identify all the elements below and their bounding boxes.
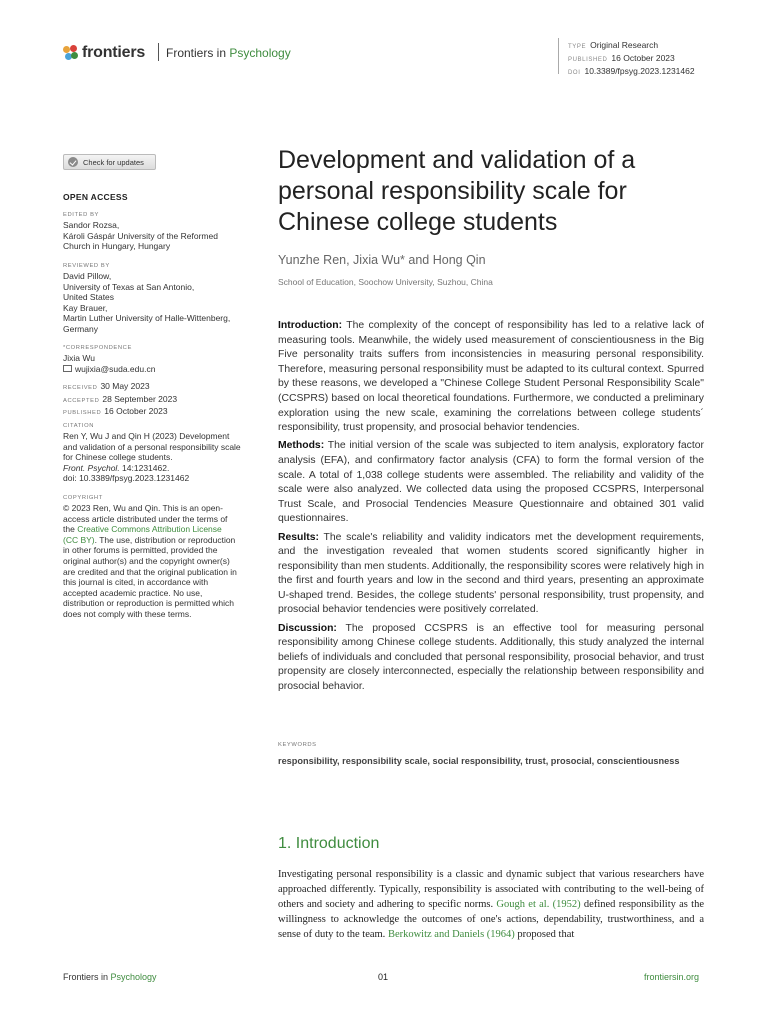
- abstract-methods: Methods: The initial version of the scale was subjected to item analysis, exploratory factor analysis (EFA), and confirmatory factor analysis (CFA) to form the formal version of the scale. A total of 1,038 college students were assembled. The reliability and validity of the scale were also analyzed. We collected data using the proposed CCSPRS, Interpersonal Trust Scale, and Prosocial Tendencies Measure Questionnaire and obtained 301 valid questionnaires.: [278, 440, 704, 525]
- reviewed-by: REVIEWED BY David Pillow, University of Texas at San Antonio, United States Kay Brauer, Martin Luther University of Halle-Wittenberg, Germany: [63, 263, 231, 334]
- page-number: 01: [378, 972, 389, 982]
- header-divider: [158, 43, 159, 61]
- edited-by: EDITED BY Sandor Rozsa, Károli Gáspár University of the Reformed Church in Hungary, Hungary: [63, 212, 218, 252]
- reference-link[interactable]: Gough et al. (1952): [496, 899, 581, 911]
- open-access-label: OPEN ACCESS: [63, 192, 128, 202]
- meta-divider: [558, 38, 559, 74]
- citation: CITATION Ren Y, Wu J and Qin H (2023) Development and validation of a personal responsibility scale for Chinese college students. Front. Psychol. 14:1231462. doi: 10.3389/fpsyg.2023.1231462: [63, 422, 261, 484]
- check-icon: [68, 157, 78, 167]
- copyright: COPYRIGHT © 2023 Ren, Wu and Qin. This is an open- access article distributed under the terms of the Creative Commons Attribution License (CC BY). The use, distribution or reproduction in other forums is permitted, provided the original author(s) and the copyright owner(s) are credited and that the original publication in this journal is cited, in accordance with accepted academic practice. No use, distribution or reproduction is permitted which does not comply with these terms.: [63, 495, 237, 619]
- abstract-discussion: Discussion: The proposed CCSPRS is an effective tool for measuring personal responsibility among Chinese college students. Additionally, this study analyzed the internal beliefs of individuals and concluded that personal responsibility, prosocial behavior, and trust propensity are closely interconnected, especially the relationship between responsibility and prosocial behavior.: [278, 622, 704, 693]
- frontiers-logo[interactable]: [63, 42, 145, 64]
- mail-icon: [63, 365, 72, 372]
- correspondence-email[interactable]: wujixia@suda.edu.cn: [63, 364, 261, 375]
- article-title: Development and validation of a personal responsibility scale for Chinese college students: [278, 146, 636, 236]
- abstract: [278, 319, 704, 698]
- cc-license-link[interactable]: Creative Commons Attribution License: [77, 524, 222, 535]
- abstract-results: Results: The scale's reliability and validity indicators met the development requirements, and the investigation revealed that women students scored significantly higher in responsibility than men students. Additionally, the responsibility scores were relatively high in the first and fourth years and low in the second and third years, presenting an approximate U-shaped trend. Besides, the college students' personal responsibility, trust propensity, and prosocial behavior tendencies were positively correlated.: [278, 531, 704, 616]
- section-heading: 1. Introduction: [278, 835, 380, 852]
- reference-link[interactable]: Berkowitz and Daniels (1964): [387, 929, 515, 941]
- author-list[interactable]: Yunzhe Ren, Jixia Wu* and Hong Qin: [278, 253, 486, 267]
- affiliation: School of Education, Soochow University, Suzhou, China: [278, 277, 493, 287]
- citation-doi[interactable]: doi: 10.3389/fpsyg.2023.1231462: [63, 473, 190, 484]
- check-for-updates-button[interactable]: Check for updates: [63, 154, 156, 170]
- meta-type: TYPE Original Research: [568, 40, 659, 50]
- article-dates: RECEIVED 30 May 2023 ACCEPTED 28 September 2023 PUBLISHED 16 October 2023: [63, 381, 178, 417]
- footer-journal[interactable]: Frontiers in Psychology: [63, 972, 157, 982]
- footer-site-link[interactable]: frontiersin.org: [644, 972, 700, 982]
- introduction-paragraph: Investigating personal responsibility is a classic and dynamic subject that various researchers have approached differently. Typically, responsibility is associated with contributing to the well-being of others and society and adhering to specific norms. Gough et al. (1952) defined responsibility as the willingness to acknowledge the outcomes of one's actions, dependability, trustworthiness, and a sense of duty to the team. Berkowitz and Daniels (1964) proposed that: [278, 869, 704, 941]
- frontiers-logo-icon: [63, 45, 79, 61]
- meta-published: PUBLISHED 16 October 2023: [568, 53, 675, 64]
- abstract-introduction: Introduction: The complexity of the concept of responsibility has led to a relative lack of measuring tools. Meanwhile, the widely used measurement of conscientiousness in the Big Five personality traits suffers from inconsistencies in measuring personal responsibility. Therefore, measuring personal responsibility must be adapted to its cultural context. Spurred by these reasons, we developed a "Chinese College Student Personal Responsibility Scale" (CCSPRS) based on local theoretical foundations. Furthermore, we conducted a preliminary exploration using the new scale, examining the correlations between college students´ responsibility, trust propensity, and prosocial behavior tendencies.: [278, 320, 704, 434]
- cc-by-link[interactable]: (CC BY): [63, 534, 95, 545]
- keywords-label: KEYWORDS: [278, 742, 317, 748]
- correspondence: *CORRESPONDENCE Jixia Wu wujixia@suda.edu.cn: [63, 344, 261, 374]
- article-meta: [568, 40, 695, 80]
- brand-name: frontiers: [82, 44, 146, 61]
- journal-name[interactable]: Frontiers in Psychology: [166, 46, 291, 60]
- keywords: responsibility, responsibility scale, social responsibility, trust, prosocial, conscientiousness: [278, 756, 680, 766]
- meta-doi[interactable]: DOI 10.3389/fpsyg.2023.1231462: [568, 66, 695, 77]
